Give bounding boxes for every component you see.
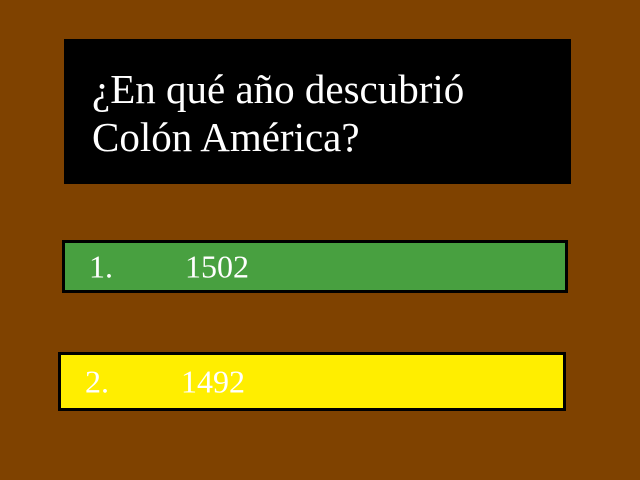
- answer-option-2-number: 2.: [85, 363, 109, 399]
- answer-option-2[interactable]: [58, 352, 566, 411]
- answer-option-1-number: 1.: [89, 248, 113, 284]
- question-box: [64, 39, 571, 184]
- answer-option-1[interactable]: [62, 240, 568, 293]
- answer-option-1-value: 1502: [185, 248, 249, 284]
- answer-option-2-value: 1492: [181, 363, 245, 399]
- question-text: ¿En qué año descubrió Colón América?: [92, 66, 465, 160]
